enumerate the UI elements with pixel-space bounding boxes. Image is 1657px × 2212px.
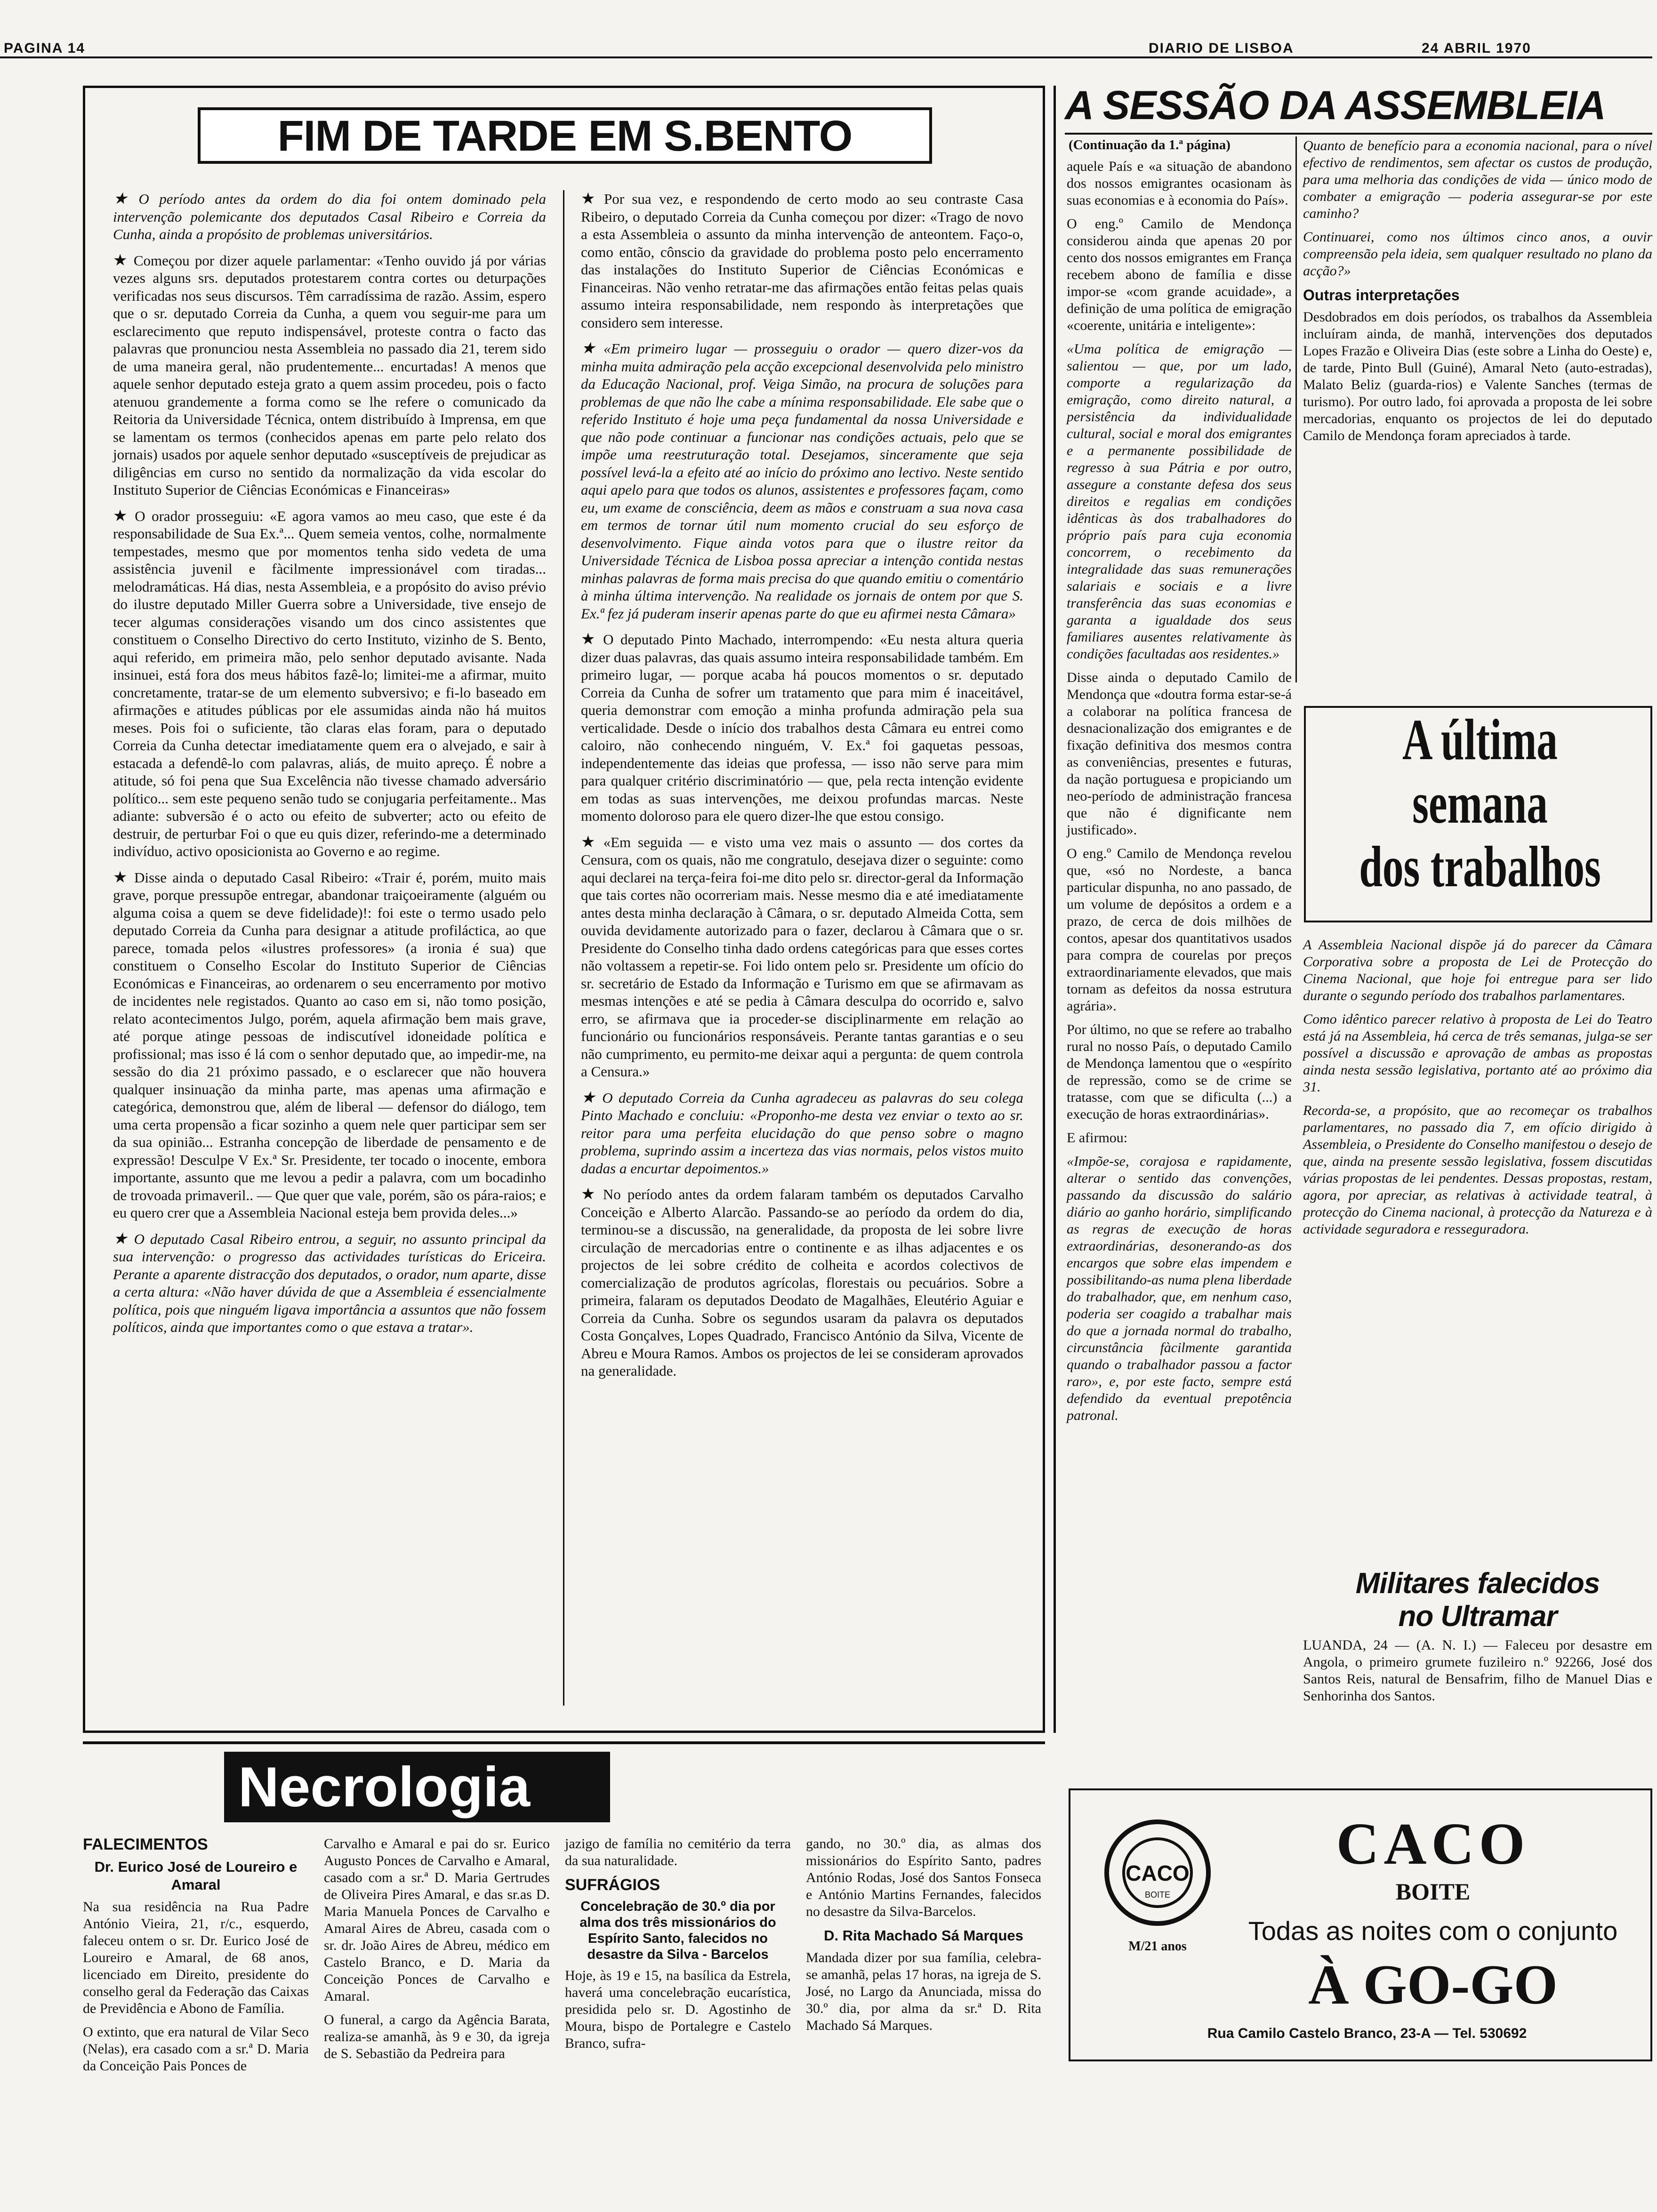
necro-column-3 — [565, 1835, 791, 2059]
necro-paragraph: gando, no 30.º dia, as almas dos missionários do Espírito Santo, padres António Rodas, José dos Santos Fonseca e António Martins Fernandes, falecidos no desastre da Silva-Barcelos. — [806, 1836, 1041, 1919]
header-rule — [0, 56, 1652, 58]
issue-date: 24 ABRIL 1970 — [1422, 40, 1531, 56]
necrologia-title: Necrologia — [238, 1755, 531, 1819]
article-title-box — [198, 107, 932, 164]
caco-logo-text: CACO — [1126, 1861, 1190, 1885]
article-paragraph: ★ Por sua vez, e respondendo de certo modo ao seu contraste Casa Ribeiro, o deputado Correia da Cunha começou por dizer: «Trago de novo a esta Assembleia o assunto da minha intervenção de anteontem. Faço-o, como então, cônscio da gravidade do problema posto pelo encerramento das instalações do Instituto Superior de Ciências Económicas e Financeiras. Não venho retratar-me das afirmações então feitas pelas quais assumo inteira responsabilidade, nem respondo às interpretações que considero sem interesse. — [581, 190, 1023, 331]
caco-logo-icon — [1099, 1814, 1216, 1931]
article-title: FIM DE TARDE EM S.BENTO — [277, 112, 853, 160]
necro-paragraph: O funeral, a cargo da Agência Barata, realiza-se amanhã, às 9 e 30, da igreja de S. Sebastião da Pedreira para — [324, 2012, 550, 2061]
necro-paragraph: Carvalho e Amaral e pai do sr. Eurico Augusto Ponces de Carvalho e Amaral, casado com a sr.ª D. Maria Gertrudes de Oliveira Pires Amaral, e das sr.as D. Maria Manuela Ponces de Carvalho e Amaral Aires de Abreu, casada com o sr. dr. João Aires de Abreu, médico em Castelo Branco, e D. Maria da Conceição Ponces de Carvalho e Amaral. — [324, 1836, 550, 2004]
ad-title: CACO — [1336, 1811, 1530, 1877]
sessao-paragraph: O eng.º Camilo de Mendonça considerou ainda que apenas 20 por cento dos nossos emigrantes em França recebem abono de família e disse impor-se «com grande acuidade», a definição de uma política de emigração «coerente, unitária e inteligente»: — [1067, 216, 1292, 333]
necro-paragraph: jazigo de família no cemitério da terra da sua naturalidade. — [565, 1836, 791, 1868]
necro-top-rule — [83, 1741, 1045, 1744]
ad-tagline: Todas as noites com o conjunto — [1248, 1916, 1618, 1946]
militares-title: Militares falecidos no Ultramar — [1355, 1567, 1600, 1633]
militares-paragraph: LUANDA, 24 — (A. N. I.) — Faleceu por desastre em Angola, o primeiro grumete fuzileiro n.º 92266, José dos Santos Reis, natural de Bensafrim, filho de Manuel Dias e Senhorinha dos Santos. — [1303, 1637, 1652, 1704]
ad-address: Rua Camilo Castelo Branco, 23-A — Tel. 530692 — [1207, 2026, 1527, 2041]
article-paragraph: ★ O deputado Casal Ribeiro entrou, a seguir, no assunto principal da sua intervenção: o progresso das actividades turísticas do Ericeira. Perante a aparente distracção dos deputados, o orador, num aparte, disse a certa altura: «Não haver dúvida de que a Assembleia é essencialmente política, pois que ninguém ligava importância a assuntos que não fossem políticos, ainda que importantes como o que estava a tratar». — [113, 1230, 547, 1335]
ad-band: À GO-GO — [1308, 1953, 1558, 2016]
article-paragraph: ★ Disse ainda o deputado Casal Ribeiro: «Trair é, porém, muito mais grave, porque pressupõe entregar, abandonar traiçoeiramente (alguém ou alguma coisa a quem se deve fidelidade)!: foi este o termo usado pelo deputado Correia da Cunha para designar a atitude profiláctica, ao que parece, tomada pelos «ilustres professores» (a ironia é sua) que constituem o Conselho Escolar do Instituto Superior de Ciências Económicas e Financeiras, ao ordenarem o seu encerramento por motivo de incidentes nele registados. Quanto ao caso em si, não tomo posição, relato acontecimentos Julgo, porém, aquela afirmação bem mais grave, até porque atinge pessoas de indiscutível idoneidade política e profissional; mas isso é lá com o senhor deputado que, ao impedir-me, na sessão do dia 21 próximo passado, e o esclarecer que não houvera qualquer insinuação da minha parte, mas apenas uma afirmação e categórica, demonstrou que, além de liberal — defensor do diálogo, tem uma certa propensão a ficar sozinho a quem nele quer participar sem ser da sua opinião... Estranha concepção de liberdade de pensamento e de expressão! Desculpe V Ex.ª Sr. Presidente, ter tocado o inocente, embora importante, assunto que me levou a pedir a palavra, com um bocadinho de trovoada primaveril.. — Que quer que vale, porém, são os pára-raios; e eu quero crer que a Assembleia Nacional esteja bem provida deles...» — [113, 868, 546, 1221]
article-paragraph: ★ «Em seguida — e visto uma vez mais o assunto — dos cortes da Censura, com os quais, não me congratulo, desejava dizer o seguinte: como aqui declarei na terça-feira foi-me dito pelo sr. director-geral da Informação que tais cortes não ocorreriam mais. Nesse mesmo dia e até imediatamente antes desta minha declaração à Câmara, o sr. deputado Almeida Cotta, sem ouvida devidamente autorizado para o fazer, declarou à Câmara que o sr. Presidente do Conselho tinha dado ordens categóricas para que esses cortes não voltassem a repetir-se. Foi lido ontem pelo sr. Presidente um ofício do sr. secretário de Estado da Informação e Turismo em que se afirmavam as mesmas intenções e até se pedia à Câmara desculpa do ocorrido e, salvo erro, se afirmava que ia proceder-se disciplinarmente em relação ao funcionário ou funcionários responsáveis. Perante tantas garantias e o seu não cumprimento, eu permito-me deixar aqui a pergunta: de quem controla a Censura.» — [581, 833, 1024, 1080]
article-paragraph: ★ O deputado Pinto Machado, interrompendo: «Eu nesta altura queria dizer duas palavras, das quais assumo inteira responsabilidade também. Em primeiro lugar, — porque acaba há poucos momentos o sr. deputado Correia da Cunha de sofrer um tratamento que para mim é inaceitável, queria demonstrar com emoção a minha profunda admiração pela sua verticalidade. Desde o início dos trabalhos desta Câmara eu entrei como caloiro, não conhecendo ninguém, V. Ex.ª foi gaquetas pessoas, independentemente das ideias que professa, — isso não serve para mim para qualquer critério discriminatório — que, pela recta intenção evidente em todas as suas intervenções, me deixou profundas marcas. Neste momento doloroso para ele quero dizer-lhe que estou consigo. — [581, 631, 1023, 824]
sufragios-label: SUFRÁGIOS — [565, 1876, 660, 1894]
page-number: PAGINA 14 — [4, 40, 86, 56]
necrologia-banner — [224, 1752, 610, 1822]
sessao-paragraph: E afirmou: — [1067, 1130, 1128, 1146]
article-paragraph: ★ O período antes da ordem do dia foi ontem dominado pela intervenção polemicante dos deputados Casal Ribeiro e Correia da Cunha, ainda a propósito de problemas universitários. — [113, 190, 546, 242]
sufragio-heading: Concelebração de 30.º dia por alma dos três missionários do Espírito Santo, falecidos no desastre da Silva - Barcelos — [579, 1899, 776, 1962]
article-paragraph: ★ O deputado Correia da Cunha agradeceu as palavras do seu colega Pinto Machado e concluiu: «Proponho-me desta vez enviar o texto ao sr. reitor para uma perfeita elucidação do que penso sobre o magno problema, suprindo assim a incerteza das vias normais, pelos vistos muito dadas a encurtar depoimentos.» — [581, 1089, 1023, 1177]
falecimentos-label: FALECIMENTOS — [83, 1835, 208, 1853]
sessao-title: A SESSÃO DA ASSEMBLEIA — [1065, 83, 1606, 128]
sessao-paragraph: O eng.º Camilo de Mendonça revelou que, «só no Nordeste, a banca particular dispunha, no ano passado, de um volume de depósitos a ordem e a prazo, de cerca de dois milhões de contos, apesar dos quantitativos usados para compra de courelas por preços extraordinariamente elevados, que mais tornam as defeitos da nossa estrutura agrária». — [1067, 846, 1292, 1014]
sessao-column-a — [1067, 158, 1292, 1431]
necro-paragraph: Mandada dizer por sua família, celebra-se amanhã, pelas 17 horas, na igreja de S. José, no Largo da Anunciada, missa do 30.º dia, por alma da sr.ª D. Rita Machado Sá Marques. — [806, 1950, 1041, 2033]
necro-paragraph: O extinto, que era natural de Vilar Seco (Nelas), era casado com a sr.ª D. Maria da Conceição Pais Ponces de — [83, 2024, 309, 2074]
necro-paragraph: Na sua residência na Rua Padre António Vieira, 21, r/c., esquerdo, faleceu ontem o sr. Dr. Eurico José de Loureiro e Amaral, de 68 anos, licenciado em Direito, presidente do conselho geral da Federação das Caixas de Previdência e Abono de Família. — [83, 1899, 309, 2016]
necro-column-2 — [324, 1835, 550, 2069]
age-restriction: M/21 anos — [1128, 1939, 1187, 1954]
article-paragraph: ★ No período antes da ordem falaram também os deputados Carvalho Conceição e Alberto Alarcão. Passando-se ao período da ordem do dia, terminou-se a discussão, na generalidade, da proposta de lei sobre livre circulação de mercadorias entre o continente e as ilhas adjacentes e os projectos de lei sobre crédito de colheita e acordos colectivos de comercialização de produtos agrícolas, florestais ou pecuários. Sobre a primeira, falaram os deputados Deodato de Magalhães, Eleutério Aguiar e Correia da Cunha. Sobre os segundos usaram da palavra os deputados Costa Gonçalves, Lopes Quadrado, Francisco António da Silva, Vicente de Abreu e Moura Ramos. Ambos os projectos de lei se consideram aprovados na generalidade. — [581, 1186, 1023, 1379]
article-column-1 — [113, 190, 546, 1345]
ultima-paragraph: Como idêntico parecer relativo à proposta de Lei do Teatro está já na Assembleia, há cerca de três semanas, julga-se ser possível a discussão e aprovação de ambas as propostas ainda nesta sessão legislativa, portanto até ao próximo dia 31. — [1303, 1011, 1652, 1095]
sessao-paragraph: Disse ainda o deputado Camilo de Mendonça que «doutra forma estar-se-á a colaborar na política francesa de desnacionalização dos emigrantes e de fixação definitiva dos mesmos contra as conveniências, presentes e futuras, da nação portuguesa e propiciando um neo-período de administração francesa que não é dignificante nem justificado». — [1067, 670, 1292, 838]
deceased-name: Dr. Eurico José de Loureiro e Amaral — [94, 1859, 298, 1893]
sessao-paragraph: Continuarei, como nos últimos cinco anos, a ouvir compreensão pela ideia, sem qualquer resultado no plano da acção?» — [1303, 229, 1652, 279]
outras-paragraph: Desdobrados em dois períodos, os trabalhos da Assembleia incluíram ainda, de manhã, intervenções dos deputados Lopes Frazão e Oliveira Dias (este sobre a Linha do Oeste) e, de tarde, Pinto Bull (Guiné), Amaral Neto (auto-estradas), Malato Beliz (guarda-rios) e Valente Sanches (termas de turismo). Por outro lado, foi aprovada a proposta de lei sobre mercadorias, enquanto os projectos de lei do deputado Camilo de Mendonça foram apreciados à tarde. — [1303, 309, 1652, 443]
column-rule — [563, 190, 564, 1706]
column-rule — [1295, 136, 1297, 682]
article-paragraph: ★ «Em primeiro lugar — prosseguiu o orador — quero dizer-vos da minha muita admiração pela acção excepcional desenvolvida pelo ministro da Educação Nacional, prof. Veiga Simão, na procura de soluções para problemas de que não lhe cabe a mínima responsabilidade. Ele sabe que o referido Instituto é hoje uma peça fundamental da nossa Universidade e que não pode continuar a funcionar nas condições actuais, pelo que se impõe uma reestruturação total. Desejamos, sinceramente que seja possível levá-la a efeito até ao início do próximo ano lectivo. Neste sentido aqui apelo para que todos os alunos, assistentes e professores façam, como eu, um exame de consciência, deem as mãos e construam a sua nova casa em termos de tornar útil num momento crucial do seu esforço de desenvolvimento. Fique ainda votos para que o ilustre reitor da Universidade Técnica de Lisboa possa apreciar a intenção contida nestas minhas palavras de forma mais precisa do que quando emitiu o comentário à minha última intervenção. Na realidade os jornais de ontem por que S. Ex.ª fez já puderam inserir apenas parte do que eu afirmei nesta Câmara» — [581, 340, 1024, 622]
necro-column-4 — [806, 1835, 1041, 2041]
sessao-rule — [1065, 133, 1652, 135]
ultima-title-box — [1304, 706, 1652, 922]
sessao-paragraph: Quanto de benefício para a economia nacional, para o nível efectivo de rendimentos, sem afectar os custos de produção, para uma melhoria das condições de vida — único modo de combater a emigração — poderia assegurar-se por este caminho? — [1303, 138, 1652, 221]
sessao-column-b — [1303, 137, 1652, 451]
article-column-2 — [581, 190, 1023, 1388]
sessao-paragraph: «Impõe-se, corajosa e rapidamente, alterar o sentido das convenções, passando da discussão do salário diário ao ganho horário, simplificando as regras de execução de horas extraordinárias, desonerando-as dos encargos que sobre elas impendem e possibilitando-as numa plena liberdade do trabalhador, que, em nenhum caso, poderia ser coagido a trabalhar mais do que a jornada normal do trabalho, circunstância fàcilmente garantida quando o trabalhador passou a factor raro», e, por este facto, sempre está defendido da eventual prepotência patronal. — [1067, 1154, 1292, 1423]
necro-paragraph: Hoje, às 19 e 15, na basílica da Estrela, haverá uma concelebração eucarística, presidida pelo sr. D. Agostinho de Moura, bispo de Portalegre e Castelo Branco, sufra- — [565, 1968, 791, 2051]
ad-subtitle: BOITE — [1395, 1878, 1471, 1905]
outras-heading: Outras interpretações — [1303, 287, 1460, 304]
ultima-paragraph: A Assembleia Nacional dispõe já do parecer da Câmara Corporativa sobre a proposta de Lei de Protecção do Cinema Nacional, que hoje foi entregue para ser lido durante o segundo período dos trabalhos parlamentares. — [1303, 937, 1652, 1003]
ultima-body — [1303, 937, 1652, 1244]
article-paragraph: ★ O orador prosseguiu: «E agora vamos ao meu caso, que este é da responsabilidade de Sua Ex.ª... Quem semeia ventos, colhe, normalmente tempestades, mesmo que por momentos tenha sido vedeta de uma assistência juvenil e fàcilmente impressionável com tiradas... melodramáticas. Há dias, nesta Assembleia, e a propósito do aviso prévio do ilustre deputado Miller Guerra sobre a Universidade, tive ensejo de tecer algumas considerações visando um dos cinco assistentes que constituem o Conselho Directivo do certo Instituto, vizinho de S. Bento, aqui referido, em primeira mão, pelo senhor deputado avisante. Nada insinuei, está fora dos meus hábitos fazê-lo; limitei-me a afirmar, muito concretamente, tratar-se de um elemento subversivo; e fi-lo baseado em afirmações e atitudes públicas por ele assumidas ainda não há muitos meses. Pois foi o suficiente, tão claras elas foram, para o deputado Correia da Cunha detectar imediatamente quem era o alvejado, e sair à estacada a defendê-lo com palavras, aliás, de muito apreço. É nobre a atitude, só foi pena que Sua Excelência não tivesse chamado adversário político... sem este pequeno senão tudo se conjugaria perfeitamente.. Mas adiante: subversão é o acto ou efeito de subverter; acto ou efeito de destruir, de perturbar Foi o que eu quis dizer, referindo-me a determinado indivíduo, activo oposicionista ao Governo e ao regime. — [113, 507, 546, 859]
continuation-note: (Continuação da 1.ª página) — [1069, 137, 1231, 152]
necro-column-1 — [83, 1835, 309, 2081]
newspaper-name: DIARIO DE LISBOA — [1149, 40, 1294, 56]
sessao-paragraph: aquele País e «a situação de abandono dos nossos emigrantes ocasionam às suas economias e à economia do País». — [1067, 159, 1292, 208]
article-paragraph: ★ Começou por dizer aquele parlamentar: «Tenho ouvido já por várias vezes alguns srs. deputados protestarem contra cortes ou deturpações verificadas nos seus discursos. Têm carradíssima de razão. Assim, espero que o sr. deputado Correia da Cunha, a quem vou seguir-me para um esclarecimento que reputo indispensável, proteste contra o facto das palavras que pronunciou nesta Assembleia no passado dia 21, terem sido de uma maneira geral, não prudentemente... encurtadas! A menos que aquele senhor deputado esteja grato a quem assim procedeu, pois o facto atenuou grandemente a forma como se lhe refere o comunicado da Reitoria da Universidade Técnica, ontem distribuído à Imprensa, em que se lamentam os termos (conhecidos apenas em parte pelo relato dos jornais) usados por aquele senhor deputado «susceptíveis de prejudicar as diligências em curso no sentido da normalização da vida escolar do Instituto Superior de Ciências Económicas e Financeiras» — [113, 251, 547, 498]
ultima-title: A última semana dos trabalhos — [1359, 707, 1601, 899]
section-rule — [1054, 86, 1056, 1733]
caco-ad — [1069, 1788, 1652, 2061]
militares-body — [1303, 1637, 1652, 1711]
ultima-paragraph: Recorda-se, a propósito, que ao recomeçar os trabalhos parlamentares, no passado dia 7, em ofício dirigido à Assembleia, o Presidente do Conselho manifestou o desejo de que, ainda na presente sessão legislativa, fossem discutidas várias propostas de lei pendentes. Dessas propostas, restam, agora, por apreciar, as relativas à actividade teatral, à protecção do Cinema nacional, à protecção da Natureza e à actividade seguradora e resseguradora. — [1303, 1103, 1652, 1237]
deceased-name-2: D. Rita Machado Sá Marques — [824, 1927, 1023, 1944]
sessao-paragraph: Por último, no que se refere ao trabalho rural no nosso País, o deputado Camilo de Mendonça lamentou que o «espírito de repressão, como se de crime se tratasse, com que se dificulta (...) a execução de horas extraordinárias». — [1067, 1022, 1292, 1122]
sessao-paragraph: «Uma política de emigração — salientou — que, por um lado, comporte a regularização da emigração, como direito natural, a persistência da individualidade cultural, social e moral dos emigrantes e a permanente possibilidade de regresso à sua Pátria e por outro, assegure a constante defesa dos seus direitos e regalias em condições idênticas às dos trabalhadores do próprio país para cuja economia concorrem, o recebimento da integralidade das suas remunerações salariais e sociais e a livre transferência das suas economias e garanta a igualdade dos seus familiares ausentes relativamente às condições facultadas aos residentes.» — [1067, 341, 1292, 662]
caco-logo-sub: BOITE — [1144, 1890, 1171, 1899]
